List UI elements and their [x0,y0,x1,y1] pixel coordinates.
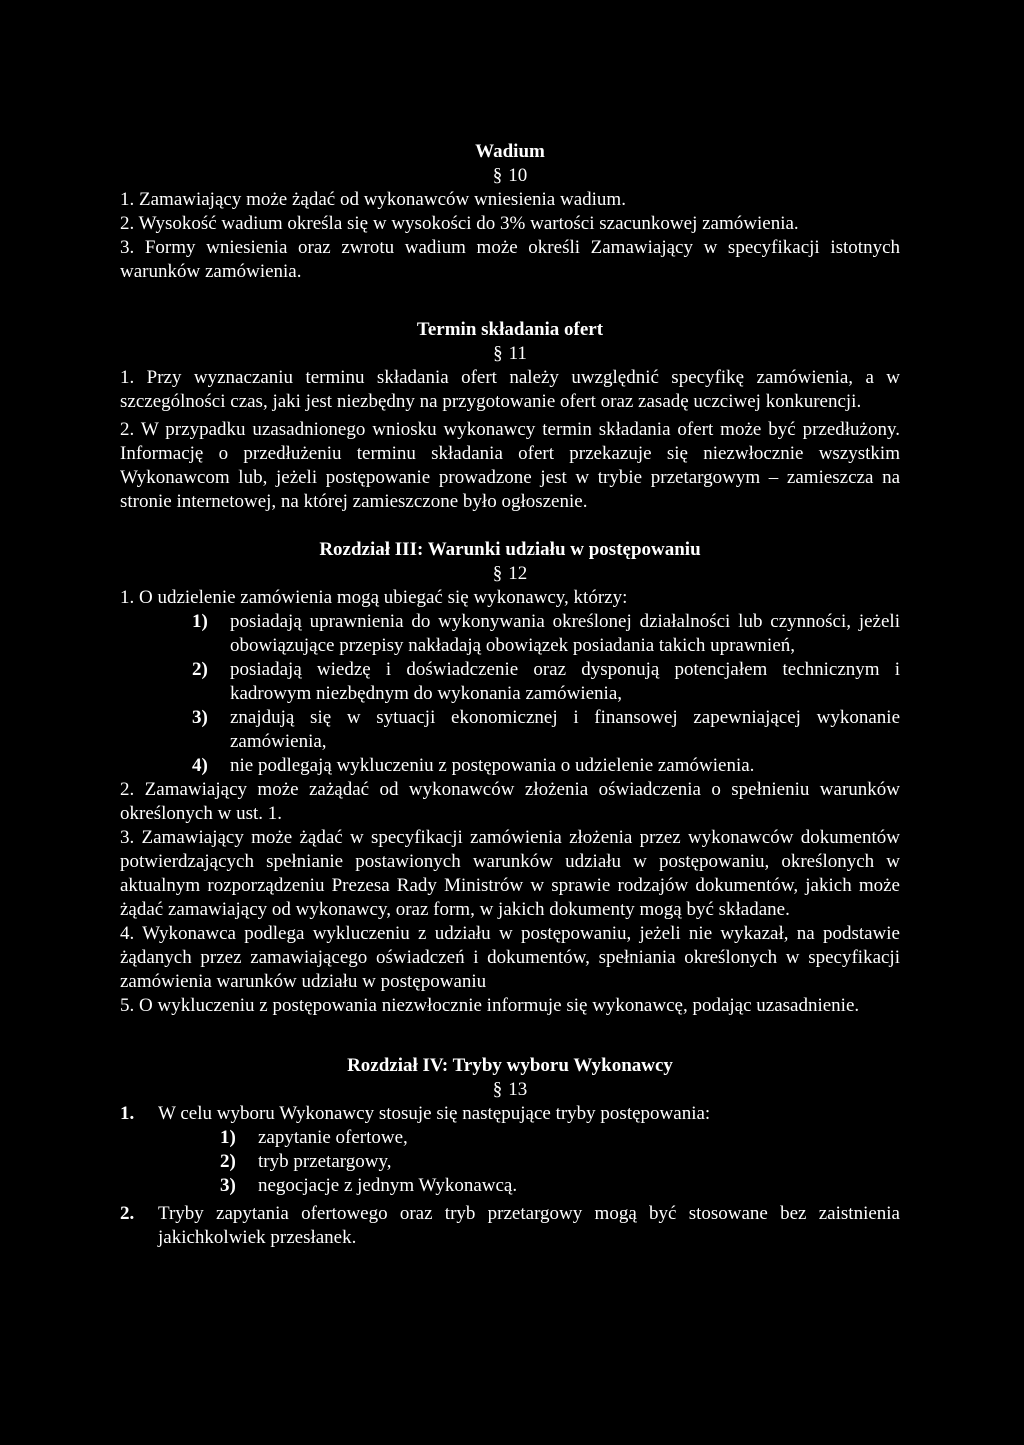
document-page [120,140,900,1250]
list-item-text: posiadają wiedzę i doświadczenie oraz dysponują potencjałem technicznym i kadrowym niezbędnym do wykonania zamówienia, [230,659,900,704]
clause-12-3: 3. Zamawiający może żądać w specyfikacji zamówienia złożenia przez wykonawców dokumentów potwierdzających spełnianie postawionych warunków udziału w postępowaniu, określonych w aktualnym rozporządzeniu Prezesa Rady Ministrów w sprawie rodzajów dokumentów, jakich może żądać zamawiający od wykonawcy, oraz form, w jakich dokumenty mogą być składane. [120,827,900,920]
list-item-text: negocjacje z jednym Wykonawcą. [258,1175,518,1196]
section-heading-termin: Termin składania ofert [416,319,604,340]
list-item-number: 2) [192,659,208,680]
list-item-number: 3) [220,1175,236,1196]
list-item-number: 3) [192,707,208,728]
list-item [120,1174,900,1198]
list-item [120,706,900,754]
clause-13-2 [120,1202,900,1250]
section-sign: § [492,165,503,186]
list-item-text: zapytanie ofertowe, [258,1127,408,1148]
section-sign: § [492,563,503,584]
procedure-modes-list [120,1126,900,1198]
list-item-number: 1) [192,611,208,632]
chapter-heading-iv: Rozdział IV: Tryby wyboru Wykonawcy [347,1055,673,1076]
paragraph-number-13 [120,1078,900,1102]
paragraph-number-10 [120,164,900,188]
clause-10-1: 1. Zamawiający może żądać od wykonawców wniesienia wadium. [120,189,626,210]
section-heading-wadium: Wadium [475,141,545,162]
section-number: 12 [508,563,528,584]
list-item-number: 1) [220,1127,236,1148]
list-item-text: posiadają uprawnienia do wykonywania określonej działalności lub czynności, jeżeli obowiązujące przepisy nakładają obowiązek posiadania takich uprawnień, [230,611,900,656]
list-item-text: nie podlegają wykluczeniu z postępowania o udzielenie zamówienia. [230,755,755,776]
clause-number: 2. [120,1203,135,1224]
clause-12-4: 4. Wykonawca podlega wykluczeniu z udziału w postępowaniu, jeżeli nie wykazał, na podstawie żądanych przez zamawiającego oświadczeń i dokumentów, spełniania określonych w specyfikacji zamówienia warunków udziału w postępowaniu [120,923,900,992]
chapter-heading-iii: Rozdział III: Warunki udziału w postępowaniu [319,539,701,560]
list-item [120,1150,900,1174]
clause-10-3: 3. Formy wniesienia oraz zwrotu wadium może określi Zamawiający w specyfikacji istotnych warunków zamówienia. [120,237,900,282]
section-number: 11 [508,343,527,364]
section-sign: § [492,1079,503,1100]
clause-13-1 [120,1102,900,1126]
list-item [120,754,900,778]
list-item-number: 4) [192,755,208,776]
list-item [120,610,900,658]
paragraph-number-12 [120,562,900,586]
clause-11-2: 2. W przypadku uzasadnionego wniosku wykonawcy termin składania ofert może być przedłużony. Informację o przedłużeniu terminu składania ofert przekazuje się niezwłocznie wszystkim Wykonawcom lub, jeżeli postępowanie prowadzone jest w trybie przetargowym – zamieszcza na stronie internetowej, na której zamieszczone było ogłoszenie. [120,419,900,512]
clause-11-1: 1. Przy wyznaczaniu terminu składania ofert należy uwzględnić specyfikę zamówienia, a w szczególności czas, jaki jest niezbędny na przygotowanie ofert oraz zasadę uczciwej konkurencji. [120,367,900,412]
clause-text: W celu wyboru Wykonawcy stosuje się następujące tryby postępowania: [158,1103,711,1124]
clause-text: Tryby zapytania ofertowego oraz tryb przetargowy mogą być stosowane bez zaistnienia jakichkolwiek przesłanek. [158,1203,900,1248]
clause-12-5: 5. O wykluczeniu z postępowania niezwłocznie informuje się wykonawcę, podając uzasadnienie. [120,995,860,1016]
list-item [120,1126,900,1150]
list-item-text: tryb przetargowy, [258,1151,392,1172]
clause-number: 1. [120,1103,135,1124]
section-number: 10 [508,165,528,186]
conditions-list [120,610,900,778]
list-item-text: znajdują się w sytuacji ekonomicznej i finansowej zapewniającej wykonanie zamówienia, [230,707,900,752]
list-item [120,658,900,706]
list-item-number: 2) [220,1151,236,1172]
section-number: 13 [508,1079,528,1100]
clause-12-2: 2. Zamawiający może zażądać od wykonawców złożenia oświadczenia o spełnieniu warunków określonych w ust. 1. [120,779,900,824]
section-sign: § [493,343,503,364]
clause-12-1: 1. O udzielenie zamówienia mogą ubiegać się wykonawcy, którzy: [120,587,628,608]
paragraph-number-11 [120,342,900,366]
clause-10-2: 2. Wysokość wadium określa się w wysokości do 3% wartości szacunkowej zamówienia. [120,213,799,234]
